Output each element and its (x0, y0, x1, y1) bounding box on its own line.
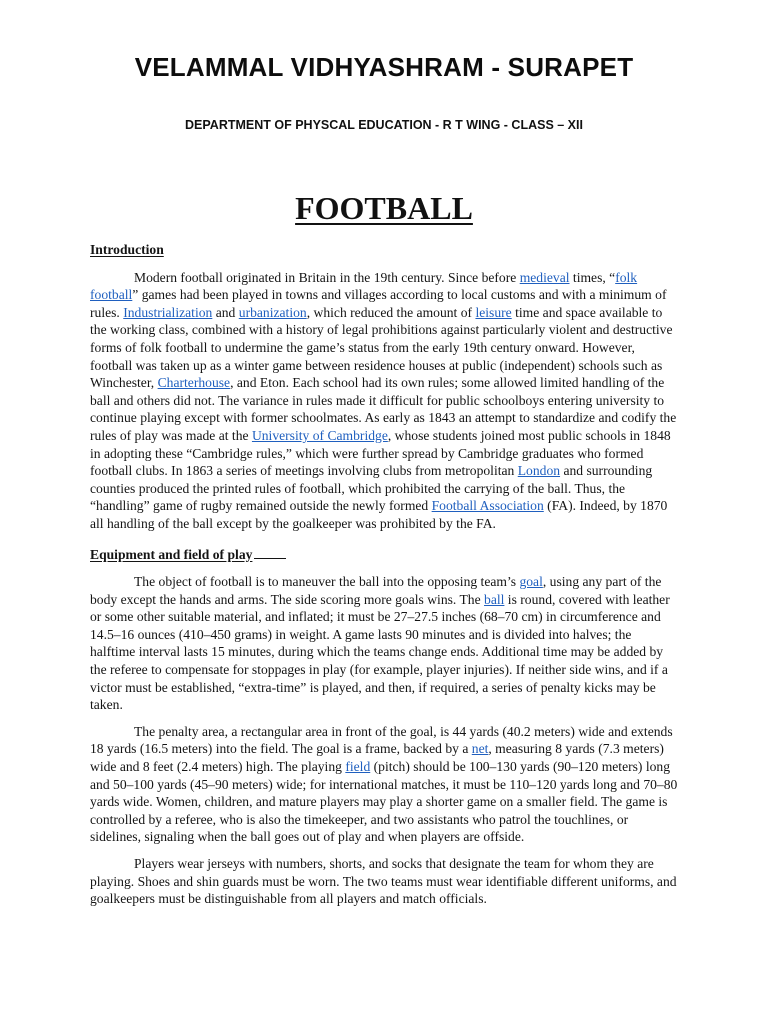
section-heading-equipment-text: Equipment and field of play (90, 546, 253, 562)
section-heading-introduction: Introduction (90, 242, 164, 257)
text-run: (pitch) should be 100–130 yards (90–120 meters) long and 50–100 yards (45–90 meters) wide; for international matches, it must be 110–120 yards long and 70–80 yards wide. Women, children, and mature players may play a shorter game on a smaller field. The game is controlled by a referee, who is also the timekeeper, and two assistants who patrol the touchlines, or sidelines, signaling when the ball goes out of play and when players are offside. (90, 759, 678, 845)
heading-underline-trail (254, 548, 286, 559)
text-run: , measuring 8 yards (7.3 meters) wide and 8 feet (2.4 meters) high. The playing (90, 741, 664, 775)
page-title-text: FOOTBALL (295, 190, 473, 226)
link-university-of-cambridge[interactable]: University of Cambridge (251, 427, 388, 443)
document-body (90, 241, 678, 917)
text-run: The object of football is to maneuver the ball into the opposing team’s (134, 574, 520, 590)
text-run: , which reduced the amount of (306, 304, 476, 320)
link-london[interactable]: London (517, 463, 561, 479)
text-run: , whose students joined most public schools in 1848 in adopting these “Cambridge rules,” which were further spread by Cambridge graduates who formed football clubs. In 1863 a series of meetings involving clubs from metropolitan (90, 427, 671, 479)
link-net[interactable]: net (471, 741, 489, 757)
text-run: ” games had been played in towns and villages according to local customs and with a minimum of rules. (90, 287, 667, 320)
link-football-association[interactable]: Football Association (431, 498, 544, 514)
text-run: The penalty area, a rectangular area in front of the goal, is 44 yards (40.2 meters) wide and extends 18 yards (16.5 meters) into the field. The goal is a frame, backed by a (90, 723, 673, 757)
link-ball[interactable]: ball (484, 591, 505, 607)
link-industrialization[interactable]: Industrialization (123, 304, 213, 320)
text-run: times, “ (569, 269, 616, 285)
text-run: and surrounding counties produced the printed rules of football, which prohibited the carrying of the ball. Thus, the “handling” game of rugby remained outside the newly formed (90, 463, 653, 514)
page-title (0, 190, 768, 227)
intro-paragraph (90, 269, 678, 533)
section-heading-equipment (90, 546, 678, 564)
link-leisure[interactable]: leisure (475, 304, 512, 320)
link-folk-football[interactable]: folk football (90, 269, 638, 303)
text-run: and (212, 304, 239, 320)
text-run: (FA). Indeed, by 1870 all handling of the ball except by the goalkeeper was prohibited by the FA. (90, 498, 668, 531)
equipment-paragraph-3 (90, 855, 678, 908)
text-run: , and Eton. Each school had its own rules; some allowed limited handling of the ball and others did not. The variance in rules made it difficult for public schoolboys entering university to continue playing except with former schoolmates. As early as 1843 an attempt to standardize and codify the rules of play was made at the (90, 375, 677, 443)
link-charterhouse[interactable]: Charterhouse (157, 375, 231, 391)
link-urbanization[interactable]: urbanization (238, 304, 307, 320)
text-run: Players wear jerseys with numbers, shorts, and socks that designate the team for whom they are playing. Shoes and shin guards must be worn. The two teams must wear identifiable different uniforms, and goalkeepers must be distinguishable from all players and match officials. (90, 856, 677, 907)
equipment-paragraph-2 (90, 723, 678, 846)
text-run: Modern football originated in Britain in the 19th century. Since before (134, 269, 520, 285)
text-run: , using any part of the body except the hands and arms. The side scoring more goals wins. The (90, 574, 662, 607)
link-field[interactable]: field (345, 759, 371, 775)
link-medieval[interactable]: medieval (519, 269, 570, 285)
school-name: VELAMMAL VIDHYASHRAM - SURAPET (134, 52, 634, 82)
text-run: time and space available to the working class, combined with a history of legal prohibitions against particularly violent and destructive forms of folk football to undermine the game’s status from the early 19th century onward. However, football was taken up as a winter game between residence houses at public (independent) schools such as Winchester, (90, 304, 673, 391)
department-line: DEPARTMENT OF PHYSCAL EDUCATION - R T WING - CLASS – XII (185, 118, 583, 132)
text-run: is round, covered with leather or some other suitable material, and inflated; it must be 27–27.5 inches (68–70 cm) in circumference and 14.5–16 ounces (410–450 grams) in weight. A game lasts 90 minutes and is divided into halves; the halftime interval lasts 15 minutes, during which the teams change ends. Additional time may be added by the referee to compensate for stoppages in play (for example, player injuries). If neither side wins, and if a victor must be established, “extra-time” is played, and then, if required, a series of penalty kicks may be taken. (90, 591, 670, 713)
equipment-paragraph-1 (90, 573, 678, 714)
link-goal[interactable]: goal (519, 574, 543, 590)
